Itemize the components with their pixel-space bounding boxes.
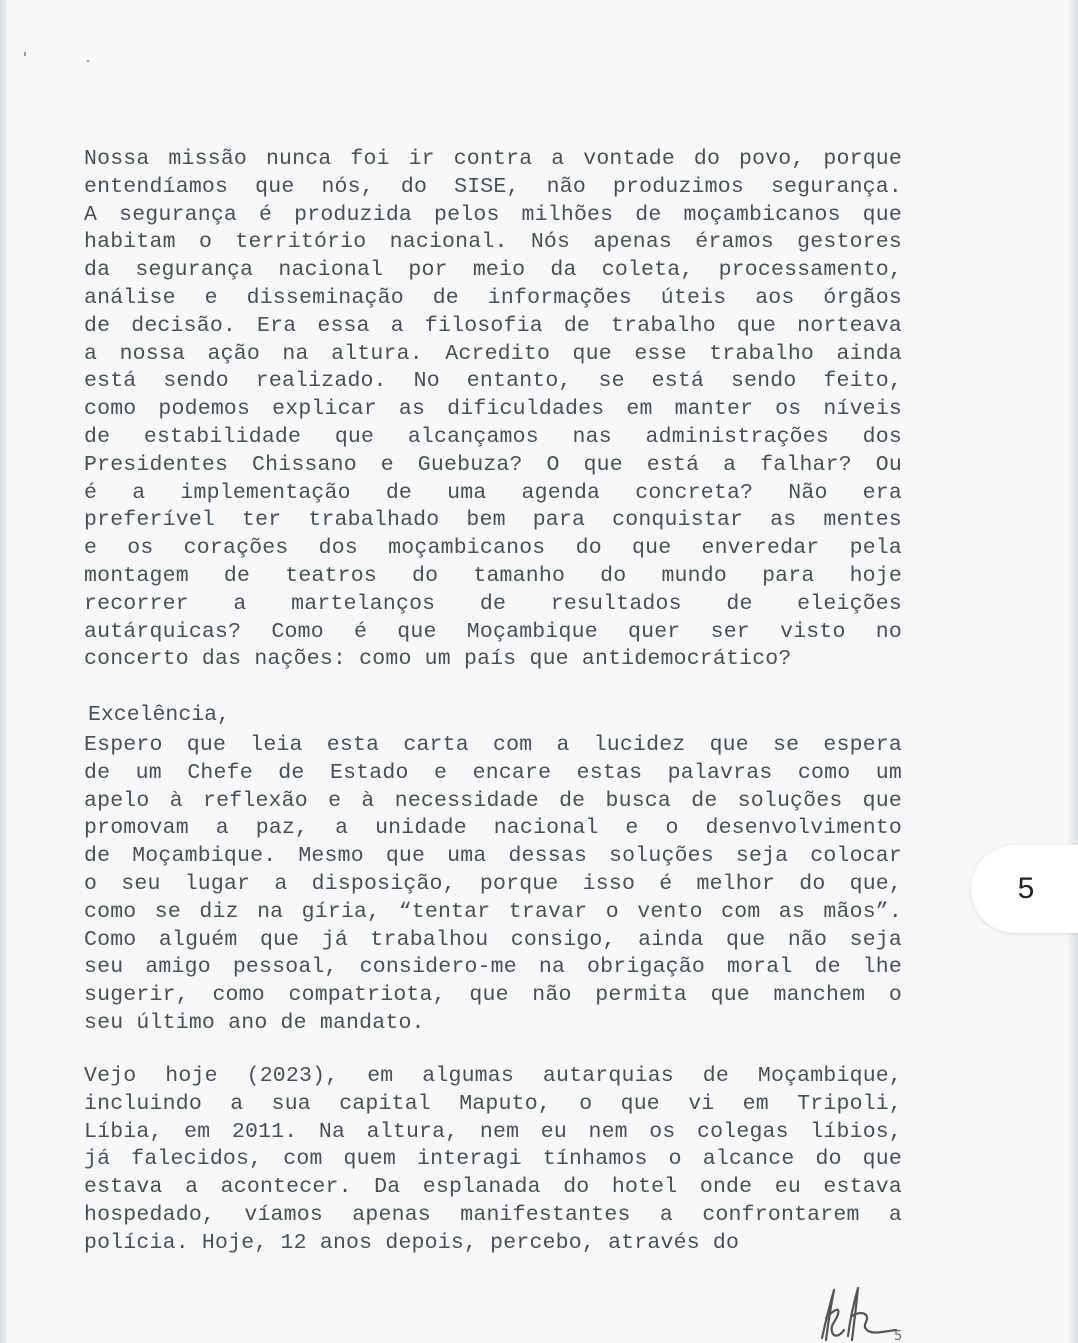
text-line: como se diz na gíria, “tentar travar o vento com as mãos”.	[84, 899, 902, 924]
text-line: montagem de teatros do tamanho do mundo para hoje	[84, 563, 902, 588]
text-line: Presidentes Chissano e Guebuza? O que está a falhar? Ou	[84, 452, 902, 477]
text-line: Vejo hoje (2023), em algumas autarquias de Moçambique,	[84, 1064, 902, 1088]
paragraph-1	[84, 146, 902, 674]
page-number: 5	[1017, 872, 1035, 905]
paragraph-2	[84, 732, 902, 1038]
text-line: preferível ter trabalhado bem para conquistar as mentes	[84, 508, 902, 533]
text-line: habitam o território nacional. Nós apenas éramos gestores	[84, 230, 902, 255]
text-line: da segurança nacional por meio da coleta, processamento,	[84, 258, 902, 283]
text-line: está sendo realizado. No entanto, se está sendo feito,	[84, 369, 902, 394]
text-line: seu último ano de mandato.	[84, 1010, 425, 1035]
text-line: apelo à reflexão e à necessidade de busca de soluções que	[84, 788, 902, 813]
page-number-badge	[971, 845, 1078, 933]
text-line: polícia. Hoje, 12 anos depois, percebo, através do	[84, 1230, 740, 1255]
text-line: sugerir, como compatriota, que não permita que manchem o	[84, 983, 902, 1008]
page-left-edge	[0, 0, 7, 1343]
text-line: de Moçambique. Mesmo que uma dessas soluções seja colocar	[84, 844, 902, 869]
text-line: autárquicas? Como é que Moçambique quer ser visto no	[84, 619, 902, 644]
text-line: Espero que leia esta carta com a lucidez que se espera	[84, 733, 902, 757]
text-line: recorrer a martelanços de resultados de eleições	[84, 591, 902, 616]
text-line: a nossa ação na altura. Acredito que esse trabalho ainda	[84, 341, 902, 366]
text-line: Nossa missão nunca foi ir contra a vontade do povo, porque	[84, 147, 902, 171]
text-line: análise e disseminação de informações úteis aos órgãos	[84, 285, 902, 310]
text-line: estava a acontecer. Da esplanada do hotel onde eu estava	[84, 1175, 902, 1200]
text-line: promovam a paz, a unidade nacional e o desenvolvimento	[84, 816, 902, 841]
text-line: concerto das nações: como um país que antidemocrático?	[84, 647, 792, 672]
text-line: de estabilidade que alcançamos nas administrações dos	[84, 424, 902, 449]
scan-speck	[87, 60, 89, 62]
text-line: A segurança é produzida pelos milhões de moçambicanos que	[84, 202, 902, 227]
text-line: incluindo a sua capital Maputo, o que vi em Tripoli,	[84, 1091, 902, 1116]
text-line: como podemos explicar as dificuldades em manter os níveis	[84, 397, 902, 422]
scan-speck	[24, 52, 26, 56]
text-line: Líbia, em 2011. Na altura, nem eu nem os colegas líbios,	[84, 1119, 902, 1144]
text-line: seu amigo pessoal, considero-me na obrigação moral de lhe	[84, 955, 902, 980]
text-line: de um Chefe de Estado e encare estas palavras como um	[84, 760, 902, 785]
text-line: hospedado, víamos apenas manifestantes a confrontarem a	[84, 1202, 902, 1227]
text-line: e os corações dos moçambicanos do que enveredar pela	[84, 536, 902, 561]
text-line: entendíamos que nós, do SISE, não produzimos segurança.	[84, 174, 902, 199]
text-line: de decisão. Era essa a filosofia de trabalho que norteava	[84, 313, 902, 338]
text-line: é a implementação de uma agenda concreta? Não era	[84, 480, 902, 505]
paragraph-3	[84, 1063, 902, 1258]
salutation: Excelência,	[88, 703, 230, 727]
text-line: já falecidos, com quem interagi tínhamos o alcance do que	[84, 1147, 902, 1172]
signature-image	[800, 1280, 910, 1343]
text-line: o seu lugar a disposição, porque isso é melhor do que,	[84, 871, 902, 896]
page-right-edge	[1068, 0, 1078, 1343]
text-line: Como alguém que já trabalhou consigo, ainda que não seja	[84, 927, 902, 952]
signature-page-number: 5	[894, 1329, 903, 1343]
